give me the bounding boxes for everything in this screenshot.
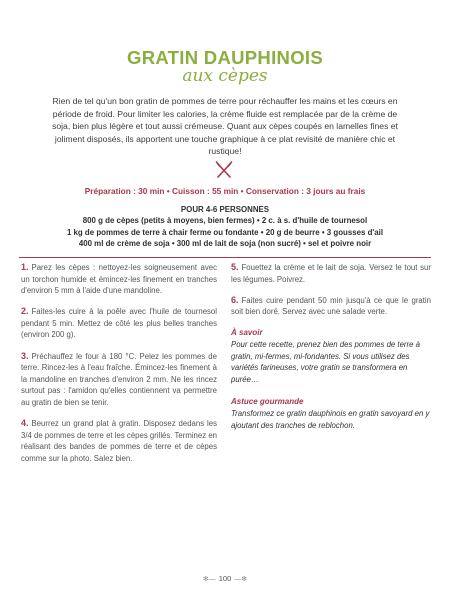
recipe-step [231, 295, 431, 318]
tip-text: Pour cette recette, prenez bien des pommes de terre à gratin, mi-fermes, mi-fondantes. Si vous utilisez des variétés farineuses, votre gratin se transformera en purée… [231, 339, 420, 384]
ingredient-line: 400 ml de crème de soja • 300 ml de lait de soja (non sucré) • sel et poivre noir [78, 239, 372, 249]
step-number: 5. [231, 262, 239, 272]
page-number: 100 [218, 574, 232, 583]
right-ornament-icon: —✻ [234, 576, 248, 583]
recipe-step [21, 262, 217, 297]
step-text: Parez les cèpes : nettoyez-les soigneusement avec un torchon humide et émincez-les finement en tranches d'environ 5 mm à l'aide d'une mandoline. [21, 263, 217, 296]
section-divider [19, 257, 431, 258]
step-number: 2. [21, 306, 29, 317]
recipe-intro: Rien de tel qu'un bon gratin de pommes de terre pour réchauffer les mains et les cœurs en période de froid. Pour limiter les calories, la crème fluide est remplacée par de la crème de soja, bien plus légère et tout aussi crémeuse. Quant aux cèpes coupés en lamelles fines et joliment disposés, ils apportent une touche graphique à ce plat revisité de manière chic et rustique! [52, 96, 398, 157]
steps-column-left [21, 262, 217, 474]
recipe-step [231, 262, 431, 285]
servings-heading: POUR 4-6 PERSONNES [180, 205, 270, 214]
step-text: Faites-les cuire à la poêle avec l'huile de tournesol pendant 5 min. Mettez de côté les plus belles tranches (environ 200 g). [21, 307, 217, 340]
tip-heading: À savoir [231, 328, 263, 338]
step-number: 4. [21, 418, 29, 429]
left-ornament-icon: ✻— [202, 576, 216, 583]
tip-heading: Astuce gourmande [231, 397, 304, 407]
step-text: Faites cuire pendant 50 min jusqu'à ce que le gratin soit bien doré. Servez avec une salade verte. [231, 295, 431, 317]
fork-knife-icon [214, 160, 234, 180]
recipe-step [21, 351, 217, 409]
step-number: 1. [21, 262, 29, 272]
recipe-step [21, 306, 217, 341]
step-number: 6. [231, 294, 239, 305]
step-text: Préchauffez le four à 180 °C. Pelez les pommes de terre. Rincez-les à l'eau fraîche. Émincez-les finement à la mandoline en tranches d'environ 2 mm. Ne les rincez surtout pas : l'amidon qu'elles contiennent va permettre au gratin de bien se tenir. [21, 351, 217, 407]
recipe-subtitle: aux cèpes [182, 66, 268, 86]
ingredients-block [40, 204, 410, 250]
recipe-title: GRATIN DAUPHINOIS [127, 47, 323, 68]
step-text: Fouettez la crème et le lait de soja. Versez le tout sur les légumes. Poivrez. [231, 263, 431, 284]
step-number: 3. [21, 350, 29, 361]
step-text: Beurrez un grand plat à gratin. Disposez dedans les 3/4 de pommes de terre et les cèpes grillés. Terminez en réalisant des bandes de pommes de terre et de cèpes comme sur la photo. Salez bien. [21, 419, 217, 463]
tip-text: Transformez ce gratin dauphinois en gratin savoyard en y ajoutant des tranches de reblochon. [231, 408, 430, 430]
recipe-step [21, 418, 217, 464]
ingredient-line: 800 g de cèpes (petits à moyens, bien fermes) • 2 c. à s. d'huile de tournesol [82, 216, 368, 226]
steps-column-right [231, 262, 431, 442]
ingredient-line: 1 kg de pommes de terre à chair ferme ou fondante • 20 g de beurre • 3 gousses d'ail [66, 227, 384, 237]
timing-info: Préparation : 30 min • Cuisson : 55 min • Conservation : 3 jours au frais [84, 186, 366, 196]
page-footer [0, 574, 450, 583]
